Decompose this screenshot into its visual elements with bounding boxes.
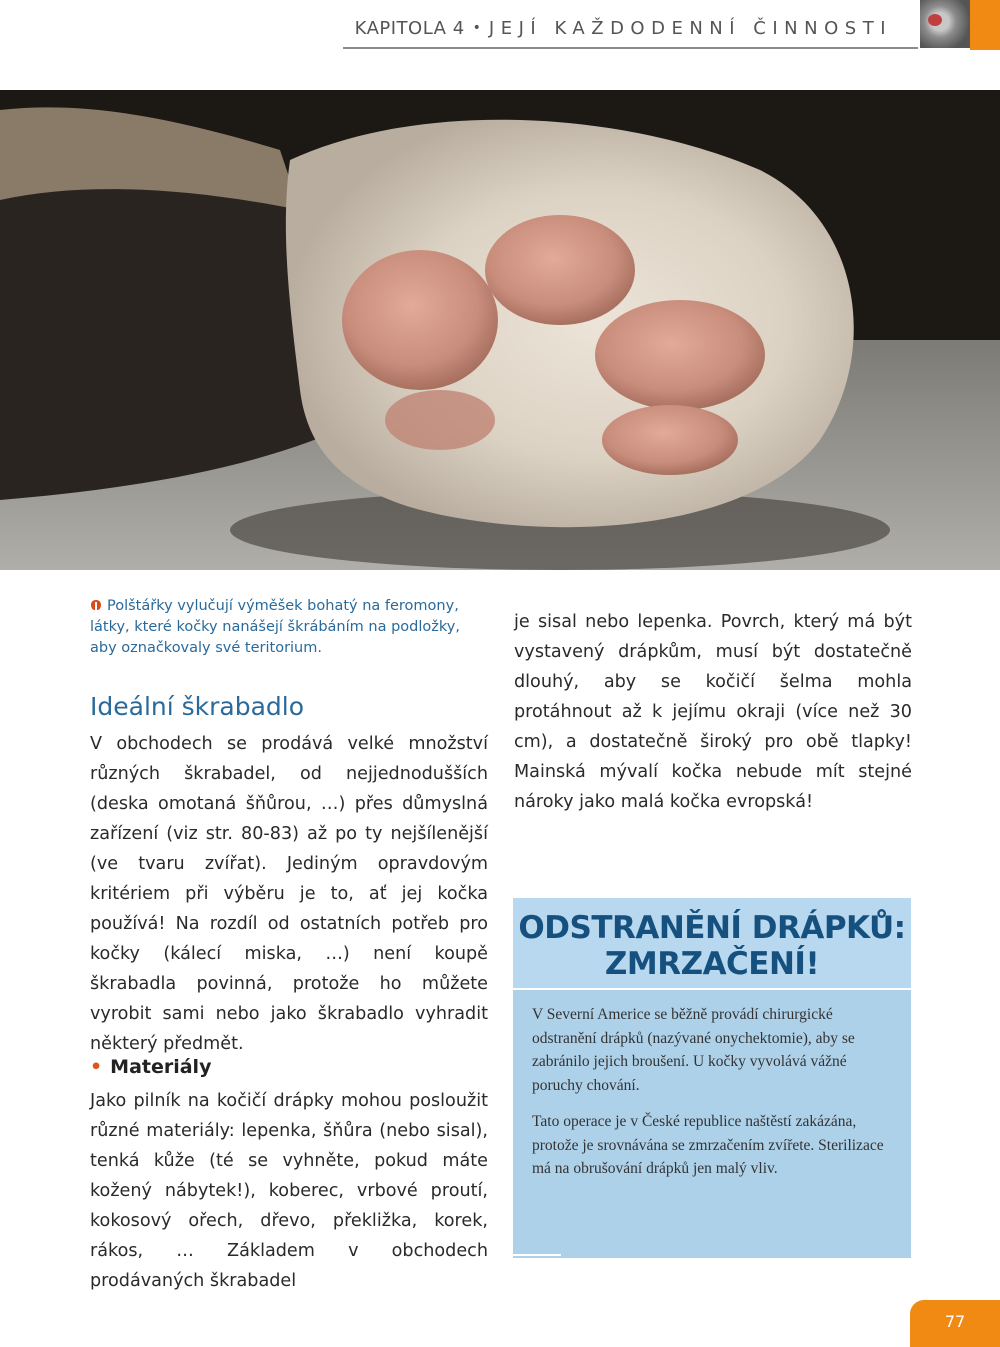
info-box-heading-line2: ZMRZAČENÍ! bbox=[604, 946, 820, 982]
section-paragraph: V obchodech se prodává velké množství různých škrabadel, od nejjednodušších (deska omotaná šňůrou, …) přes důmyslná zařízení (viz str. 80-83) až po ty nejšílenější (ve tvaru zvířat). Jediným opravdovým kritériem při výběru je to, ať jej kočka používá! Na rozdíl od ostatních potřeb pro kočky (kálecí miska, …) není koupě škrabadla povinná, protože ho můžete vyrobit sami nebo jako škrabadlo vyhradit některý předmět. bbox=[90, 734, 488, 1054]
info-box-paragraph: V Severní Americe se běžně provádí chirurgické odstranění drápků (nazývané onychektomie), aby se zabránilo jejich broušení. U kočky vyvolává vážné poruchy chování. bbox=[532, 1006, 855, 1094]
page-number: 77 bbox=[944, 1312, 966, 1331]
materials-heading bbox=[90, 1056, 211, 1078]
info-box-paragraph: Tato operace je v České republice naštěstí zakázána, protože je srovnávána se zmrzačením zvířete. Sterilizace má na obrušování drápků jen malý vliv. bbox=[532, 1113, 884, 1177]
caption-text: Polštářky vylučují výměšek bohatý na feromony, látky, které kočky nanášejí škrábáním na podložky, aby označkovaly své teritorium. bbox=[90, 598, 460, 656]
info-box-heading-line1: ODSTRANĚNÍ DRÁPKŮ: bbox=[518, 910, 906, 946]
running-header bbox=[0, 0, 1000, 52]
info-box-marker bbox=[513, 1254, 561, 1256]
chapter-tab bbox=[970, 0, 1000, 50]
right-column-paragraph: je sisal nebo lepenka. Povrch, který má být vystavený drápkům, musí být dostatečně dlouhý, aby se kočičí šelma mohla protáhnout až k jejímu okraji (více než 30 cm), a dostatečně široký pro obě tlapky! Mainská mývalí kočka nebude mít stejné nároky jako malá kočka evropská! bbox=[514, 612, 912, 812]
materials-heading-text: Materiály bbox=[110, 1056, 212, 1078]
header-separator: • bbox=[472, 20, 481, 36]
header-text bbox=[355, 18, 892, 39]
info-box-body bbox=[532, 1003, 892, 1194]
chapter-thumbnail-image bbox=[920, 0, 970, 48]
page-number-tab bbox=[910, 1300, 1000, 1347]
cat-paw-photo bbox=[0, 90, 1000, 570]
caption-marker-icon bbox=[90, 599, 102, 611]
chapter-title: JEJÍ KAŽDODENNÍ ČINNOSTI bbox=[488, 18, 892, 39]
bullet-icon: • bbox=[90, 1056, 103, 1078]
info-box bbox=[513, 898, 911, 1258]
info-box-heading bbox=[513, 898, 911, 990]
chapter-label: KAPITOLA 4 bbox=[354, 18, 465, 39]
header-rule bbox=[343, 47, 918, 49]
photo-caption bbox=[90, 596, 490, 659]
materials-paragraph: Jako pilník na kočičí drápky mohou posloužit různé materiály: lepenka, šňůra (nebo sisal), tenká kůže (té se vyhněte, pokud máte kožený nábytek!), koberec, vrbové proutí, kokosový ořech, dřevo, překližka, korek, rákos, … Základem v obchodech prodávaných škrabadel bbox=[90, 1091, 488, 1291]
section-heading: Ideální škrabadlo bbox=[90, 692, 305, 721]
